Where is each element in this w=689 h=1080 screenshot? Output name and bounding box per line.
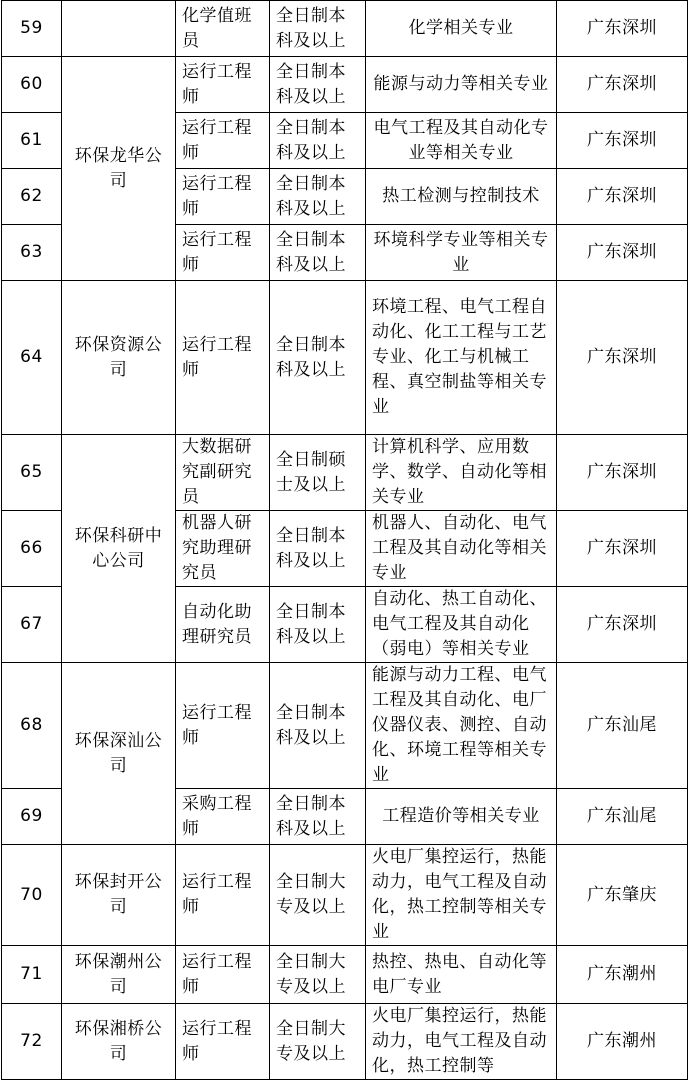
education-cell: 全日制本科及以上: [270, 57, 366, 113]
row-number: 65: [2, 435, 62, 511]
table-row: [2, 845, 688, 946]
major-cell: 计算机科学、应用数学、数学、自动化等相关专业: [366, 435, 557, 511]
table-row: [2, 1004, 688, 1080]
location-cell: 广东深圳: [557, 281, 688, 435]
education-cell: 全日制本科及以上: [270, 1, 366, 57]
location-cell: 广东深圳: [557, 57, 688, 113]
location-cell: 广东深圳: [557, 113, 688, 169]
major-cell: 能源与动力等相关专业: [366, 57, 557, 113]
company-cell: 环保封开公司: [62, 845, 176, 946]
education-cell: 全日制本科及以上: [270, 225, 366, 281]
position-cell: 运行工程师: [176, 169, 270, 225]
position-cell: 运行工程师: [176, 113, 270, 169]
table-row: [2, 435, 688, 511]
company-cell: 环保龙华公司: [62, 57, 176, 281]
major-cell: 热控、热电、自动化等电厂专业: [366, 946, 557, 1004]
education-cell: 全日制大专及以上: [270, 1004, 366, 1080]
position-cell: 运行工程师: [176, 281, 270, 435]
recruitment-table: [1, 0, 688, 1080]
position-cell: 运行工程师: [176, 663, 270, 789]
company-cell: 环保资源公司: [62, 281, 176, 435]
education-cell: 全日制大专及以上: [270, 946, 366, 1004]
row-number: 69: [2, 789, 62, 845]
education-cell: 全日制本科及以上: [270, 587, 366, 663]
major-cell: 环境科学专业等相关专业: [366, 225, 557, 281]
education-cell: 全日制大专及以上: [270, 845, 366, 946]
location-cell: 广东深圳: [557, 169, 688, 225]
row-number: 63: [2, 225, 62, 281]
table-row: [2, 663, 688, 789]
position-cell: 运行工程师: [176, 57, 270, 113]
company-cell: 环保科研中心公司: [62, 435, 176, 663]
location-cell: 广东潮州: [557, 946, 688, 1004]
education-cell: 全日制本科及以上: [270, 113, 366, 169]
location-cell: 广东深圳: [557, 587, 688, 663]
position-cell: 机器人研究助理研究员: [176, 511, 270, 587]
major-cell: 环境工程、电气工程自动化、化工工程与工艺专业、化工与机械工程、真空制盐等相关专业: [366, 281, 557, 435]
major-cell: 工程造价等相关专业: [366, 789, 557, 845]
row-number: 70: [2, 845, 62, 946]
row-number: 60: [2, 57, 62, 113]
major-cell: 化学相关专业: [366, 1, 557, 57]
education-cell: 全日制本科及以上: [270, 511, 366, 587]
location-cell: 广东汕尾: [557, 663, 688, 789]
location-cell: 广东深圳: [557, 511, 688, 587]
major-cell: 热工检测与控制技术: [366, 169, 557, 225]
major-cell: 火电厂集控运行，热能动力，电气工程及自动化，热工控制等相关专业: [366, 845, 557, 946]
education-cell: 全日制本科及以上: [270, 281, 366, 435]
position-cell: 大数据研究副研究员: [176, 435, 270, 511]
row-number: 67: [2, 587, 62, 663]
table-row: [2, 946, 688, 1004]
row-number: 72: [2, 1004, 62, 1080]
location-cell: 广东汕尾: [557, 789, 688, 845]
position-cell: 自动化助理研究员: [176, 587, 270, 663]
education-cell: 全日制本科及以上: [270, 663, 366, 789]
location-cell: 广东深圳: [557, 225, 688, 281]
position-cell: 运行工程师: [176, 946, 270, 1004]
position-cell: 运行工程师: [176, 1004, 270, 1080]
position-cell: 运行工程师: [176, 225, 270, 281]
major-cell: 自动化、热工自动化、电气工程及其自动化（弱电）等相关专业: [366, 587, 557, 663]
row-number: 62: [2, 169, 62, 225]
company-cell: 环保湘桥公司: [62, 1004, 176, 1080]
position-cell: 运行工程师: [176, 845, 270, 946]
row-number: 66: [2, 511, 62, 587]
row-number: 64: [2, 281, 62, 435]
company-cell: 环保潮州公司: [62, 946, 176, 1004]
major-cell: 能源与动力工程、电气工程及其自动化、电厂仪器仪表、测控、自动化、环境工程等相关专业: [366, 663, 557, 789]
row-number: 59: [2, 1, 62, 57]
location-cell: 广东深圳: [557, 1, 688, 57]
major-cell: 火电厂集控运行，热能动力，电气工程及自动化，热工控制等: [366, 1004, 557, 1080]
row-number: 68: [2, 663, 62, 789]
position-cell: 化学值班员: [176, 1, 270, 57]
education-cell: 全日制本科及以上: [270, 789, 366, 845]
location-cell: 广东肇庆: [557, 845, 688, 946]
education-cell: 全日制硕士及以上: [270, 435, 366, 511]
major-cell: 电气工程及其自动化专业等相关专业: [366, 113, 557, 169]
table-row: [2, 57, 688, 113]
table-row: [2, 1, 688, 57]
row-number: 71: [2, 946, 62, 1004]
education-cell: 全日制本科及以上: [270, 169, 366, 225]
company-cell: 环保深汕公司: [62, 663, 176, 845]
position-cell: 采购工程师: [176, 789, 270, 845]
table-row: [2, 281, 688, 435]
location-cell: 广东深圳: [557, 435, 688, 511]
row-number: 61: [2, 113, 62, 169]
company-cell-empty: [62, 1, 176, 57]
location-cell: 广东潮州: [557, 1004, 688, 1080]
major-cell: 机器人、自动化、电气工程及其自动化等相关专业: [366, 511, 557, 587]
